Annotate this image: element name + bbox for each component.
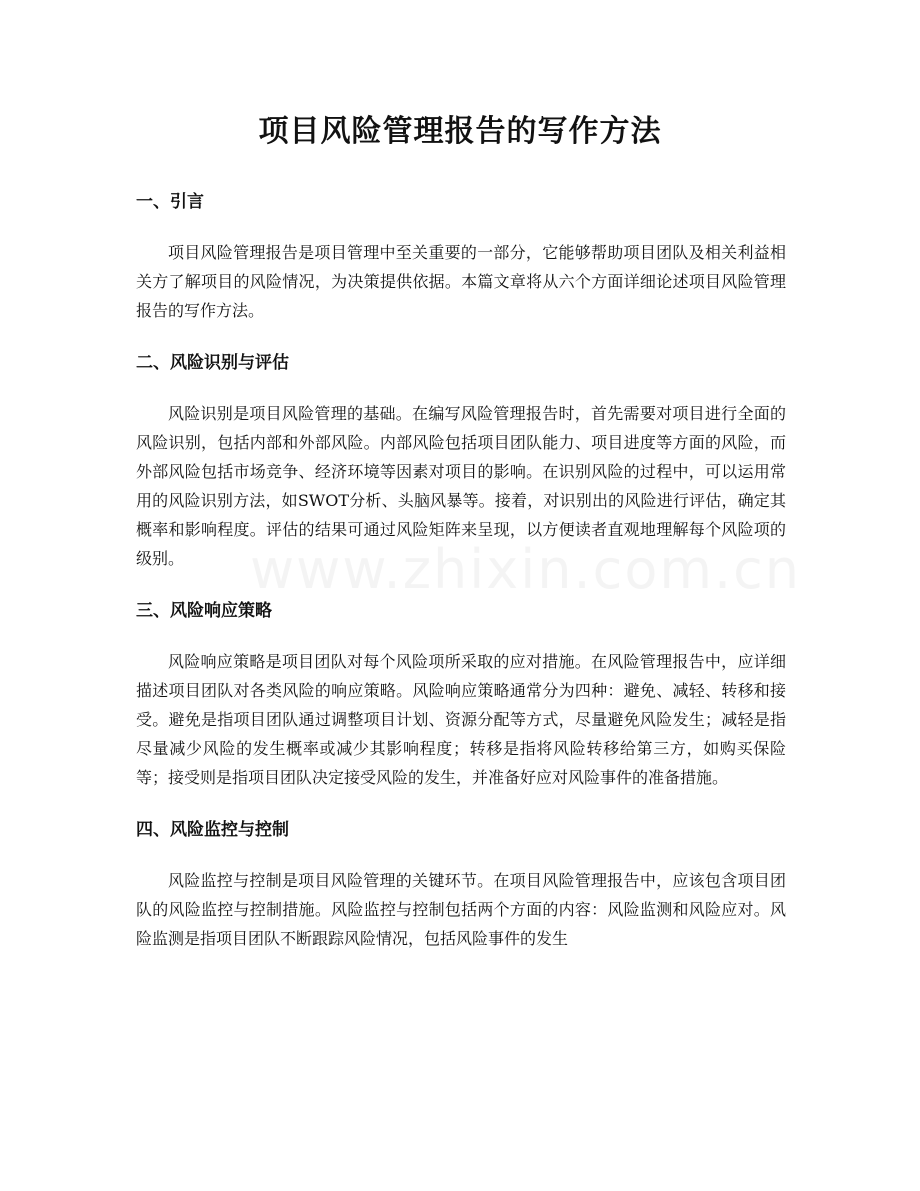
section-paragraph-risk-monitoring: 风险监控与控制是项目风险管理的关键环节。在项目风险管理报告中，应该包含项目团队的风险监控与控制措施。风险监控与控制包括两个方面的内容：风险监测和风险应对。风险监测是指项目团队不断跟踪风险情况，包括风险事件的发生 — [136, 871, 786, 948]
section-paragraph-risk-identification: 风险识别是项目风险管理的基础。在编写风险管理报告时，首先需要对项目进行全面的风险识别，包括内部和外部风险。内部风险包括项目团队能力、项目进度等方面的风险，而外部风险包括市场竞争、经济环境等因素对项目的影响。在识别风险的过程中，可以运用常用的风险识别方法，如SWOT分析、头脑风暴等。接着，对识别出的风险进行评估，确定其概率和影响程度。评估的结果可通过风险矩阵来呈现，以方便读者直观地理解每个风险项的级别。 — [136, 404, 786, 568]
section-heading-risk-response: 三、风险响应策略 — [136, 601, 272, 621]
section-paragraph-intro: 项目风险管理报告是项目管理中至关重要的一部分，它能够帮助项目团队及相关利益相关方了解项目的风险情况，为决策提供依据。本篇文章将从六个方面详细论述项目风险管理报告的写作方法。 — [136, 243, 786, 320]
section-heading-risk-identification: 二、风险识别与评估 — [136, 353, 289, 373]
section-heading-risk-monitoring: 四、风险监控与控制 — [136, 820, 289, 840]
document-body — [136, 180, 786, 953]
section-paragraph-risk-response: 风险响应策略是项目团队对每个风险项所采取的应对措施。在风险管理报告中，应详细描述项目团队对各类风险的响应策略。风险响应策略通常分为四种：避免、减轻、转移和接受。避免是指项目团队通过调整项目计划、资源分配等方式，尽量避免风险发生；减轻是指尽量减少风险的发生概率或减少其影响程度；转移是指将风险转移给第三方，如购买保险等；接受则是指项目团队决定接受风险的发生，并准备好应对风险事件的准备措施。 — [136, 652, 786, 787]
section-heading-intro: 一、引言 — [136, 192, 204, 212]
watermark: www.zhixin.com.cn — [250, 538, 802, 601]
page-title: 项目风险管理报告的写作方法 — [258, 114, 662, 149]
